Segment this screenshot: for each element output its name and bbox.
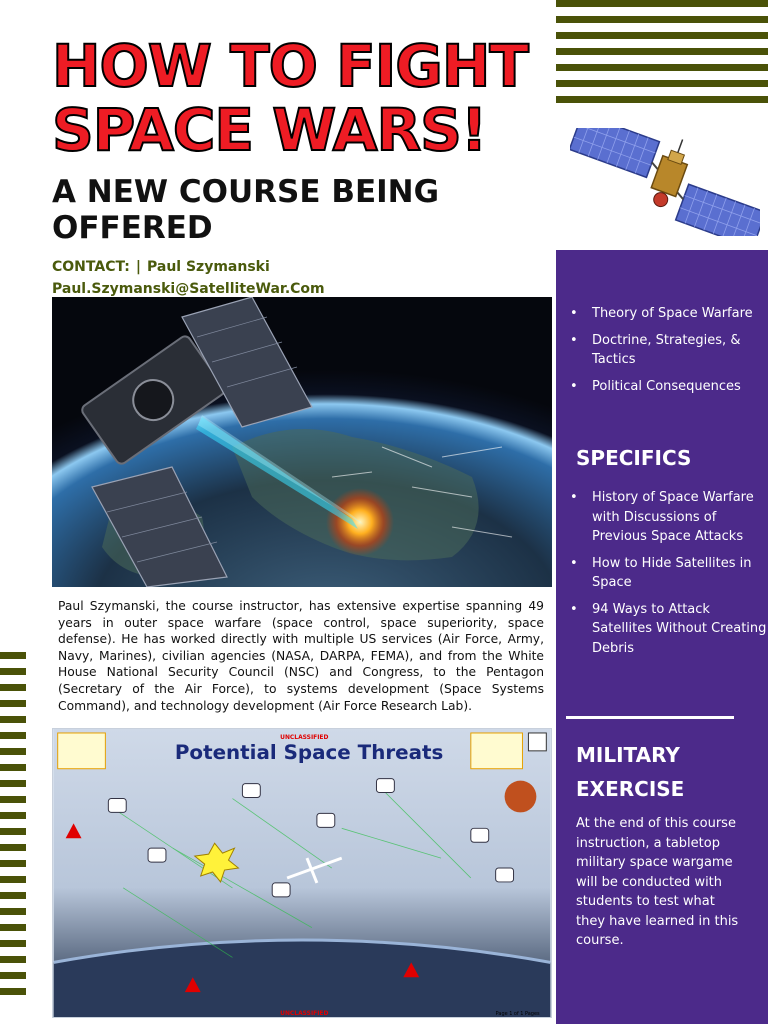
military-exercise-heading: MILITARY EXERCISE xyxy=(576,743,685,801)
top-right-stripes xyxy=(556,0,768,112)
list-item: • History of Space Warfare with Discussions of Previous Space Attacks xyxy=(568,488,768,547)
topics-list xyxy=(556,304,768,403)
title-line-2: SPACE WARS! xyxy=(52,96,487,164)
military-exercise-body: At the end of this course instruction, a tabletop military space wargame will be conducted with students to test what they have learned in this course. xyxy=(576,816,739,948)
subtitle xyxy=(52,174,552,246)
contact-email-link[interactable]: Paul.Szymanski@SatelliteWar.Com xyxy=(52,281,325,297)
left-stripes xyxy=(0,652,26,1004)
list-item: • Doctrine, Strategies, & Tactics xyxy=(568,331,768,370)
list-item: • 94 Ways to Attack Satellites Without Creating Debris xyxy=(568,600,768,659)
subtitle-line-2: OFFERED xyxy=(52,210,213,246)
sidebar-divider xyxy=(566,716,734,719)
list-item: • Political Consequences xyxy=(568,377,768,397)
poster-page-number: Page 1 of 1 Pages xyxy=(495,1011,540,1018)
subtitle-line-1: A NEW COURSE BEING xyxy=(52,174,440,210)
satellite-thumbnail-image xyxy=(570,128,760,236)
contact-label: CONTACT: xyxy=(52,259,130,275)
satellite-attack-hero-image xyxy=(52,297,552,587)
list-item: • How to Hide Satellites in Space xyxy=(568,554,768,593)
instructor-bio: Paul Szymanski, the course instructor, has extensive expertise spanning 49 years in outer space warfare (space control, space superiority, space defense). He has worked directly with multiple US services (Air Force, Army, Navy, Marines), civilian agencies (NASA, DARPA, FEMA), and from the White House National Security Council (NSC) and Congress, to the Pentagon (Secretary of the Air Force), to systems development (Space Systems Command), and technology development (Air Force Research Lab). xyxy=(58,599,544,713)
page-title xyxy=(52,34,552,162)
space-threats-poster xyxy=(52,728,552,1018)
specifics-heading: SPECIFICS xyxy=(576,446,692,470)
poster-classification-bottom: UNCLASSIFIED xyxy=(280,1010,329,1018)
course-sidebar xyxy=(556,250,768,1024)
specifics-list xyxy=(556,488,768,665)
poster-title: Potential Space Threats xyxy=(174,740,444,764)
poster-classification-top: UNCLASSIFIED xyxy=(280,733,329,741)
list-item: • Theory of Space Warfare xyxy=(568,304,768,324)
title-line-1: HOW TO FIGHT xyxy=(52,32,528,100)
contact-name: Paul Szymanski xyxy=(146,259,270,275)
contact-separator: | xyxy=(135,259,141,275)
contact-block xyxy=(52,256,552,300)
